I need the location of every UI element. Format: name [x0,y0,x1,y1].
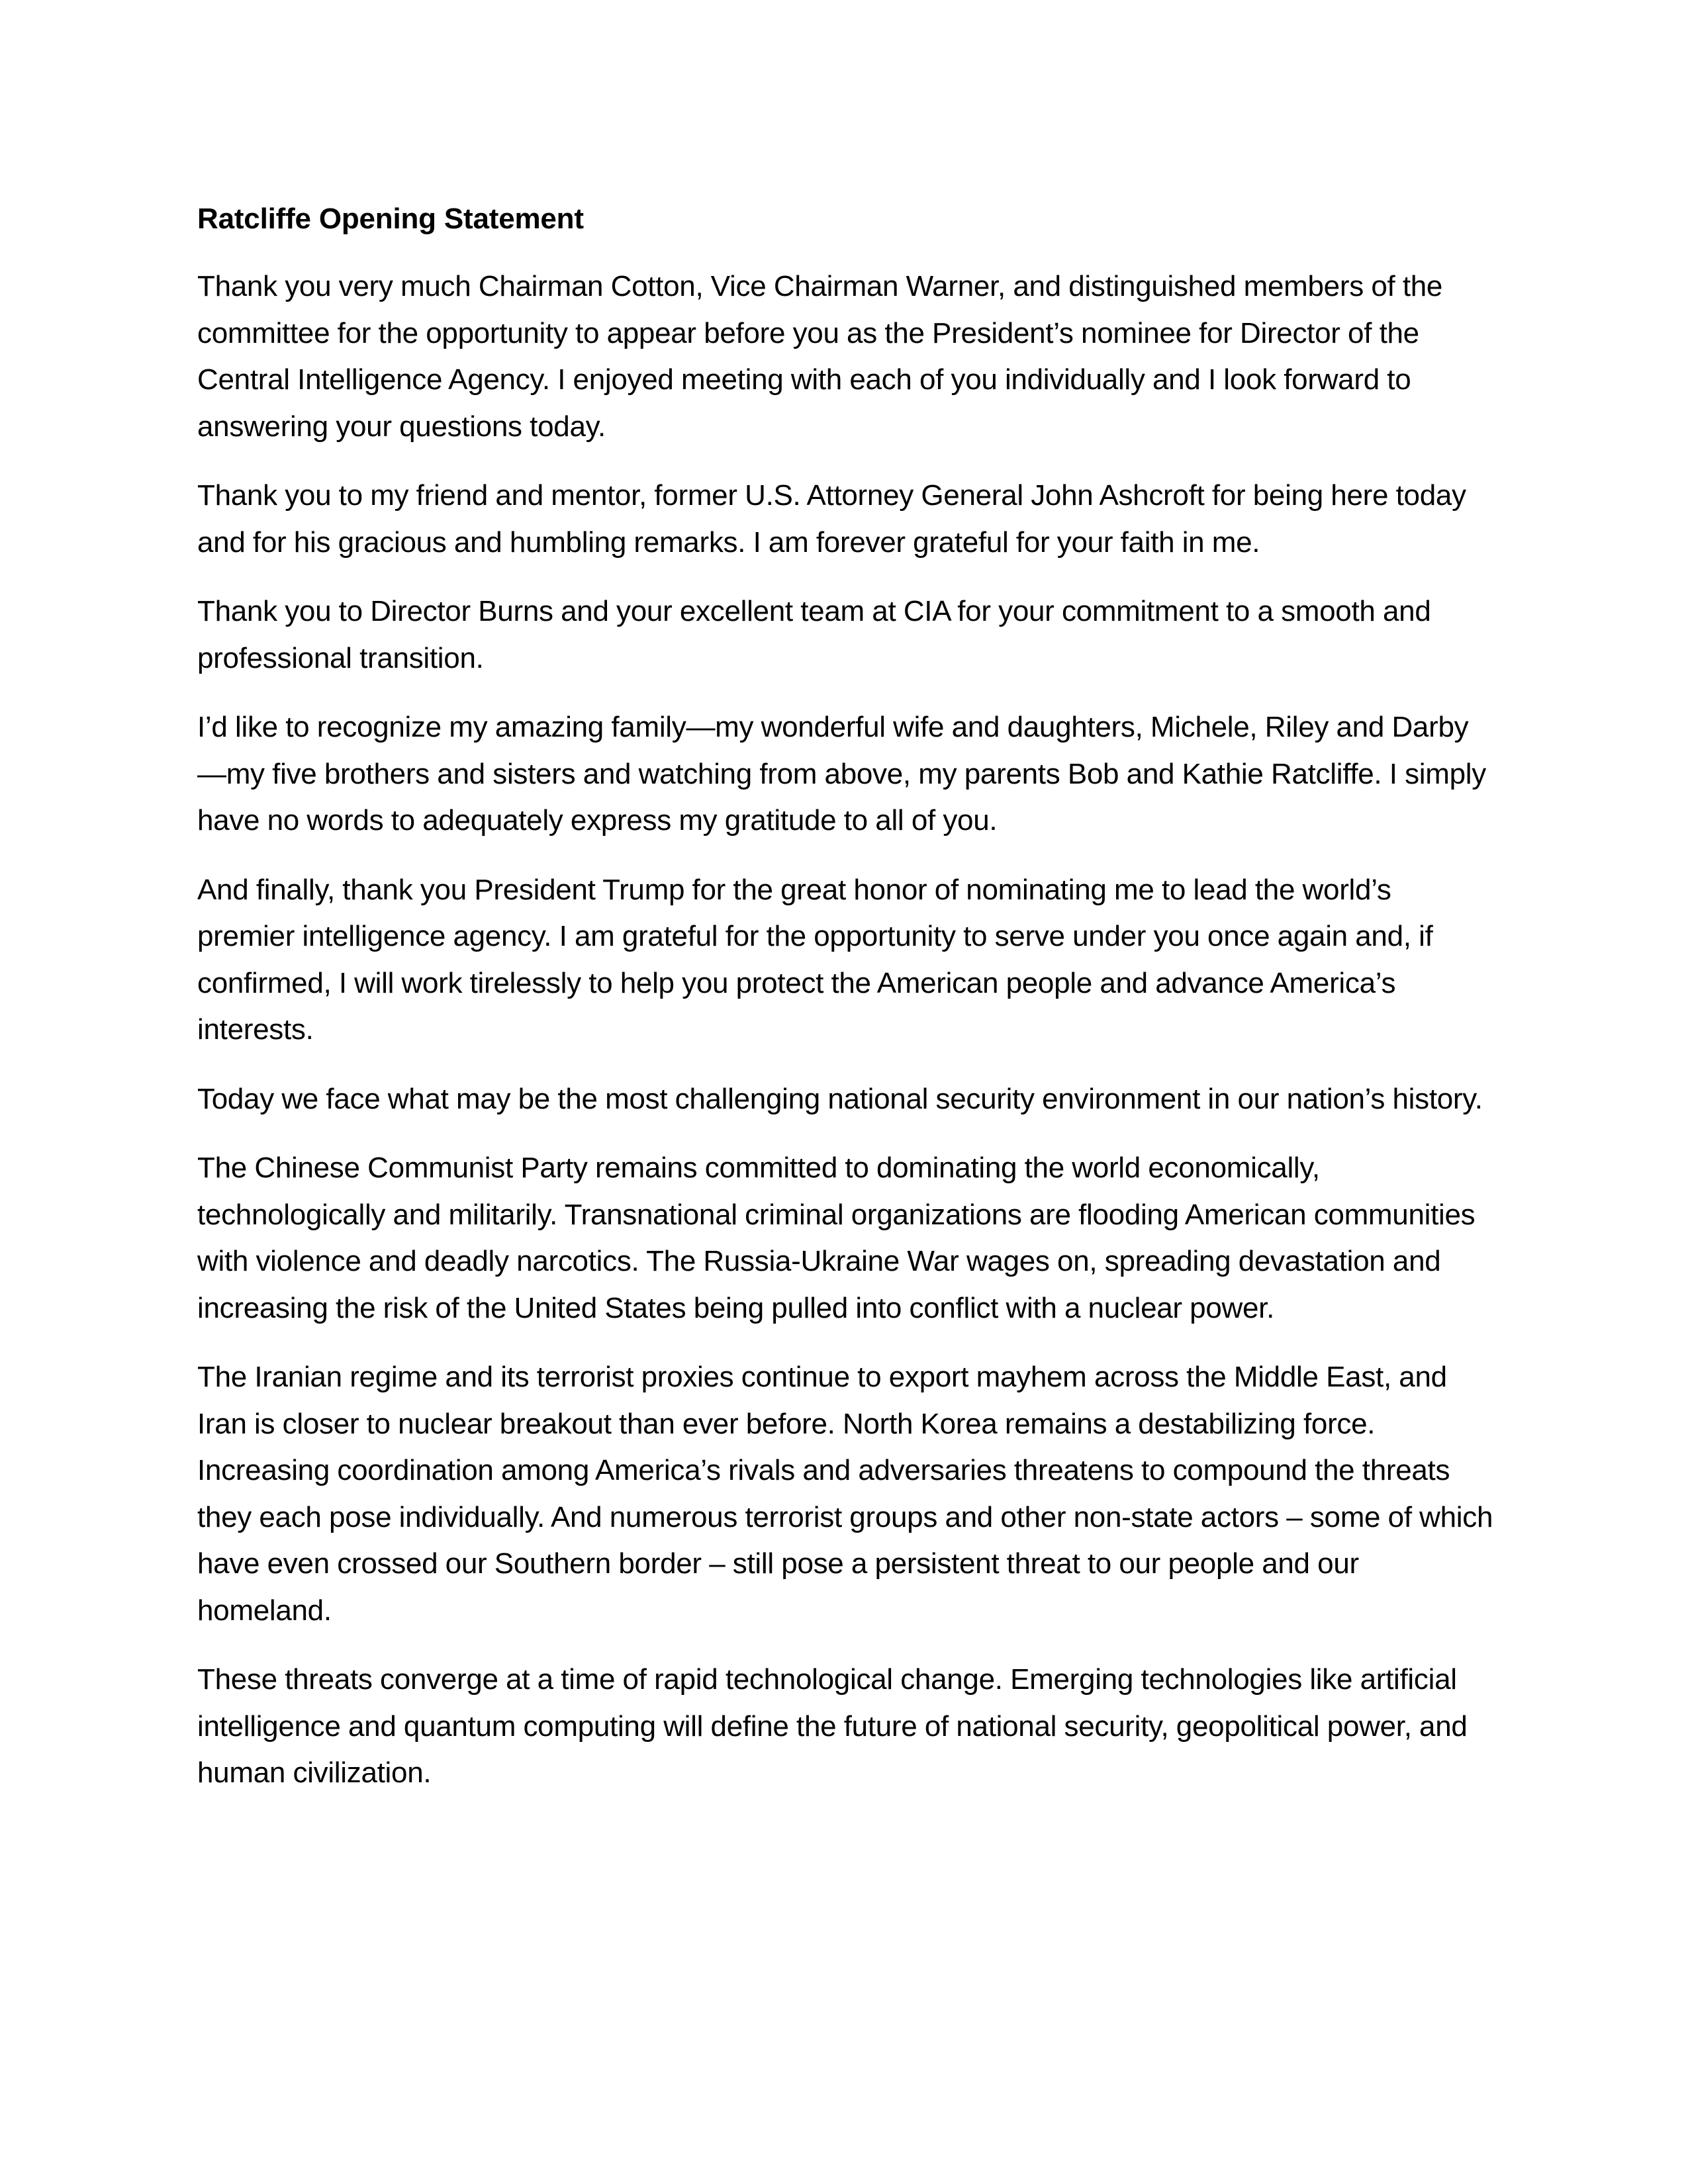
paragraph-9: These threats converge at a time of rapid technological change. Emerging technologies like artificial intelligence and quantum computing will define the future of national security, geopolitical power, and human civilization. [197,1663,1468,1789]
paragraph-2: Thank you to my friend and mentor, former U.S. Attorney General John Ashcroft for being here today and for his gracious and humbling remarks. I am forever grateful for your faith in me. [197,479,1466,559]
paragraph-4: I’d like to recognize my amazing family—my wonderful wife and daughters, Michele, Riley and Darby—my five brothers and sisters and watching from above, my parents Bob and Kathie Ratcliffe. I simply have no words to adequately express my gratitude to all of you. [197,711,1486,837]
paragraph-6: Today we face what may be the most challenging national security environment in our nation’s history. [197,1082,1483,1115]
paragraph-1: Thank you very much Chairman Cotton, Vice Chairman Warner, and distinguished members of the committee for the opportunity to appear before you as the President’s nominee for Director of the Central Intelligence Agency. I enjoyed meeting with each of you individually and I look forward to answering your questions today. [197,270,1443,443]
paragraph-3: Thank you to Director Burns and your excellent team at CIA for your commitment to a smooth and professional transition. [197,595,1431,674]
paragraph-5: And finally, thank you President Trump for the great honor of nominating me to lead the world’s premier intelligence agency. I am grateful for the opportunity to serve under you once again and, if confirmed, I will work tirelessly to help you protect the American people and advance America’s interests. [197,873,1433,1046]
document-title: Ratcliffe Opening Statement [197,203,584,235]
paragraph-8: The Iranian regime and its terrorist proxies continue to export mayhem across the Middle East, and Iran is closer to nuclear breakout than ever before. North Korea remains a destabilizing force. Increasing coordination among America’s rivals and adversaries threatens to compound the threats they each pose individually. And numerous terrorist groups and other non-state actors – some of which have even crossed our Southern border – still pose a persistent threat to our people and our homeland. [197,1361,1493,1627]
paragraph-7: The Chinese Communist Party remains committed to dominating the world economically, technologically and militarily. Transnational criminal organizations are flooding American communities with violence and deadly narcotics. The Russia-Ukraine War wages on, spreading devastation and increasing the risk of the United States being pulled into conflict with a nuclear power. [197,1152,1476,1324]
document-body [197,196,1495,1819]
